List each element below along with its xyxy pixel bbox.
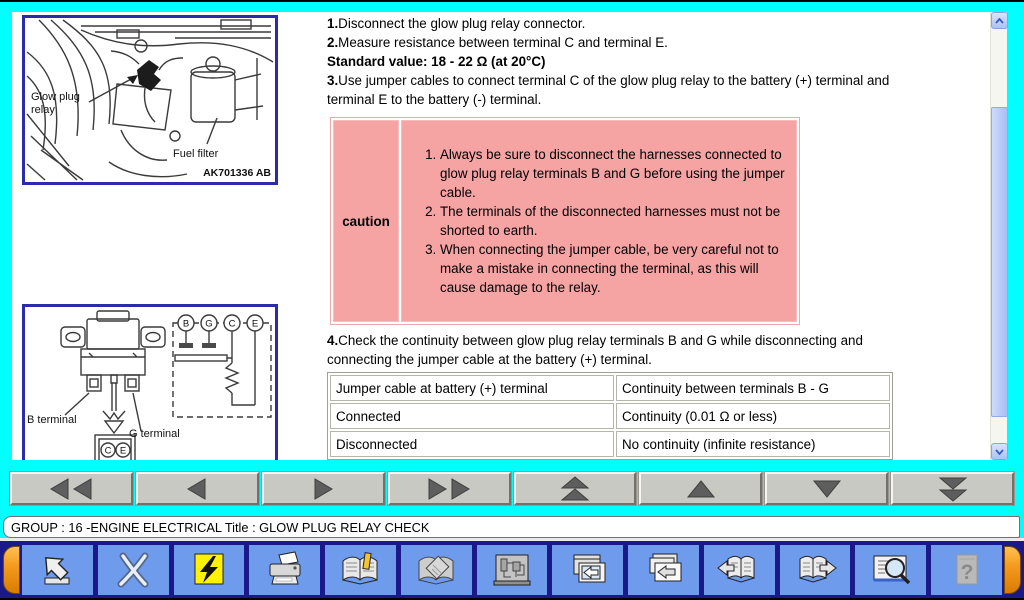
scroll-top-button[interactable]	[514, 472, 637, 505]
first-page-button[interactable]	[10, 472, 133, 505]
step-1-number: 1.	[327, 16, 339, 31]
table-header-row	[330, 375, 890, 401]
previous-screen-button[interactable]	[628, 545, 699, 595]
window-return-icon	[565, 551, 611, 589]
page-forward-button[interactable]	[780, 545, 851, 595]
continuity-table	[327, 372, 893, 460]
step-2-number: 2.	[327, 35, 339, 50]
previous-page-button[interactable]	[136, 472, 259, 505]
caution-table	[330, 117, 800, 325]
manual-button[interactable]	[325, 545, 396, 595]
step-3-number: 3.	[327, 73, 339, 88]
chevron-up-icon	[995, 18, 1004, 24]
toolbar-left-cap	[3, 546, 20, 594]
vertical-scrollbar[interactable]	[990, 12, 1007, 460]
bottom-toolbar	[0, 541, 1024, 600]
step-1	[327, 14, 927, 33]
search-button[interactable]	[855, 545, 926, 595]
status-bar	[3, 516, 1020, 538]
label-b-terminal: B terminal	[27, 414, 77, 426]
circuit-terminal-e: E	[251, 318, 259, 330]
help-icon	[944, 551, 990, 589]
cell-connected-result: Continuity (0.01 Ω or less)	[616, 403, 890, 429]
table-row	[330, 403, 890, 429]
figure-relay-terminals	[22, 304, 278, 460]
toolbar-right-cap	[1004, 546, 1021, 594]
figure-code: AK701336 AB	[203, 167, 271, 179]
window-return-button[interactable]	[552, 545, 623, 595]
caution-content	[401, 120, 797, 322]
next-page-button[interactable]	[262, 472, 385, 505]
connector-terminal-c: C	[104, 445, 112, 457]
caution-row	[333, 120, 797, 322]
quick-check-icon	[186, 551, 232, 589]
step-4-text: Check the continuity between glow plug relay terminals B and G while disconnecting and connecting the jumper cable at the battery (+) terminal.	[327, 333, 863, 367]
scroll-up-icon	[686, 478, 716, 500]
relay-terminal-drawing	[25, 307, 275, 460]
caution-item-3: 3. When connecting the jumper cable, be very careful not to make a mistake in connecting the terminal, as this will cause damage to the relay.	[440, 240, 788, 297]
print-button[interactable]	[249, 545, 320, 595]
connector-terminal-e: E	[119, 445, 127, 457]
search-icon	[868, 551, 914, 589]
scroll-down-button[interactable]	[765, 472, 888, 505]
label-glow-plug-relay: Glow plug	[31, 91, 80, 103]
step-4	[327, 331, 927, 369]
bulletin-icon	[413, 551, 459, 589]
close-icon	[110, 551, 156, 589]
system-diagram-button[interactable]	[477, 545, 548, 595]
scrollbar-up-button[interactable]	[991, 12, 1008, 29]
cell-connected: Connected	[330, 403, 614, 429]
toolbar-buttons	[22, 545, 1002, 595]
step-3	[327, 71, 927, 109]
last-page-icon	[427, 478, 471, 500]
page-navigation-bar	[10, 472, 1014, 505]
label-fuel-filter: Fuel filter	[173, 148, 219, 160]
table-row	[330, 431, 890, 457]
engine-compartment-drawing	[25, 18, 275, 182]
scroll-bottom-icon	[938, 476, 968, 502]
circuit-terminal-g: G	[205, 318, 213, 330]
first-page-icon	[49, 478, 93, 500]
scroll-bottom-button[interactable]	[891, 472, 1014, 505]
scroll-top-icon	[560, 476, 590, 502]
circuit-terminal-c: C	[228, 318, 236, 330]
scrollbar-down-button[interactable]	[991, 443, 1008, 460]
scroll-down-icon	[812, 478, 842, 500]
cell-disconnected: Disconnected	[330, 431, 614, 457]
cell-disconnected-result: No continuity (infinite resistance)	[616, 431, 890, 457]
caution-list	[402, 145, 788, 297]
step-3-text: Use jumper cables to connect terminal C of the glow plug relay to the battery (+) terminal and terminal E to the battery (-) terminal.	[327, 73, 890, 107]
manual-icon	[337, 551, 383, 589]
document-pane	[12, 12, 990, 460]
help-button[interactable]	[931, 545, 1002, 595]
quick-check-button[interactable]	[174, 545, 245, 595]
step-2-text: Measure resistance between terminal C and terminal E.	[338, 35, 668, 50]
column-header-jumper: Jumper cable at battery (+) terminal	[330, 375, 614, 401]
status-text: GROUP : 16 -ENGINE ELECTRICAL Title : GLOW PLUG RELAY CHECK	[11, 519, 430, 535]
next-page-icon	[311, 478, 335, 500]
page-forward-icon	[792, 551, 838, 589]
help-glyph: ?	[960, 561, 973, 584]
last-page-button[interactable]	[388, 472, 511, 505]
close-button[interactable]	[98, 545, 169, 595]
circuit-terminal-b: B	[182, 318, 190, 330]
previous-screen-icon	[641, 551, 687, 589]
standard-value: Standard value: 18 - 22 Ω (at 20°C)	[327, 54, 546, 69]
chevron-down-icon	[995, 449, 1004, 455]
figure-engine-compartment	[22, 15, 278, 185]
system-diagram-icon	[489, 551, 535, 589]
label-glow-plug-relay-2: relay	[31, 104, 55, 116]
back-button[interactable]	[22, 545, 93, 595]
bulletin-button[interactable]	[401, 545, 472, 595]
previous-page-icon	[185, 478, 209, 500]
caution-label: caution	[333, 120, 399, 322]
step-1-text: Disconnect the glow plug relay connector.	[338, 16, 586, 31]
scrollbar-thumb[interactable]	[991, 107, 1008, 417]
step-4-number: 4.	[327, 333, 339, 348]
column-header-continuity: Continuity between terminals B - G	[616, 375, 890, 401]
page-back-icon	[716, 551, 762, 589]
page-back-button[interactable]	[704, 545, 775, 595]
caution-item-2: 2. The terminals of the disconnected harnesses must not be shorted to earth.	[440, 202, 788, 240]
procedure-text	[327, 14, 927, 460]
print-icon	[262, 551, 308, 589]
label-g-terminal: G terminal	[129, 428, 180, 440]
scroll-up-button[interactable]	[639, 472, 762, 505]
caution-item-1: 1. Always be sure to disconnect the harnesses connected to glow plug relay terminals B and G before using the jumper cable.	[440, 145, 788, 202]
back-icon	[34, 551, 80, 589]
step-2	[327, 33, 927, 52]
